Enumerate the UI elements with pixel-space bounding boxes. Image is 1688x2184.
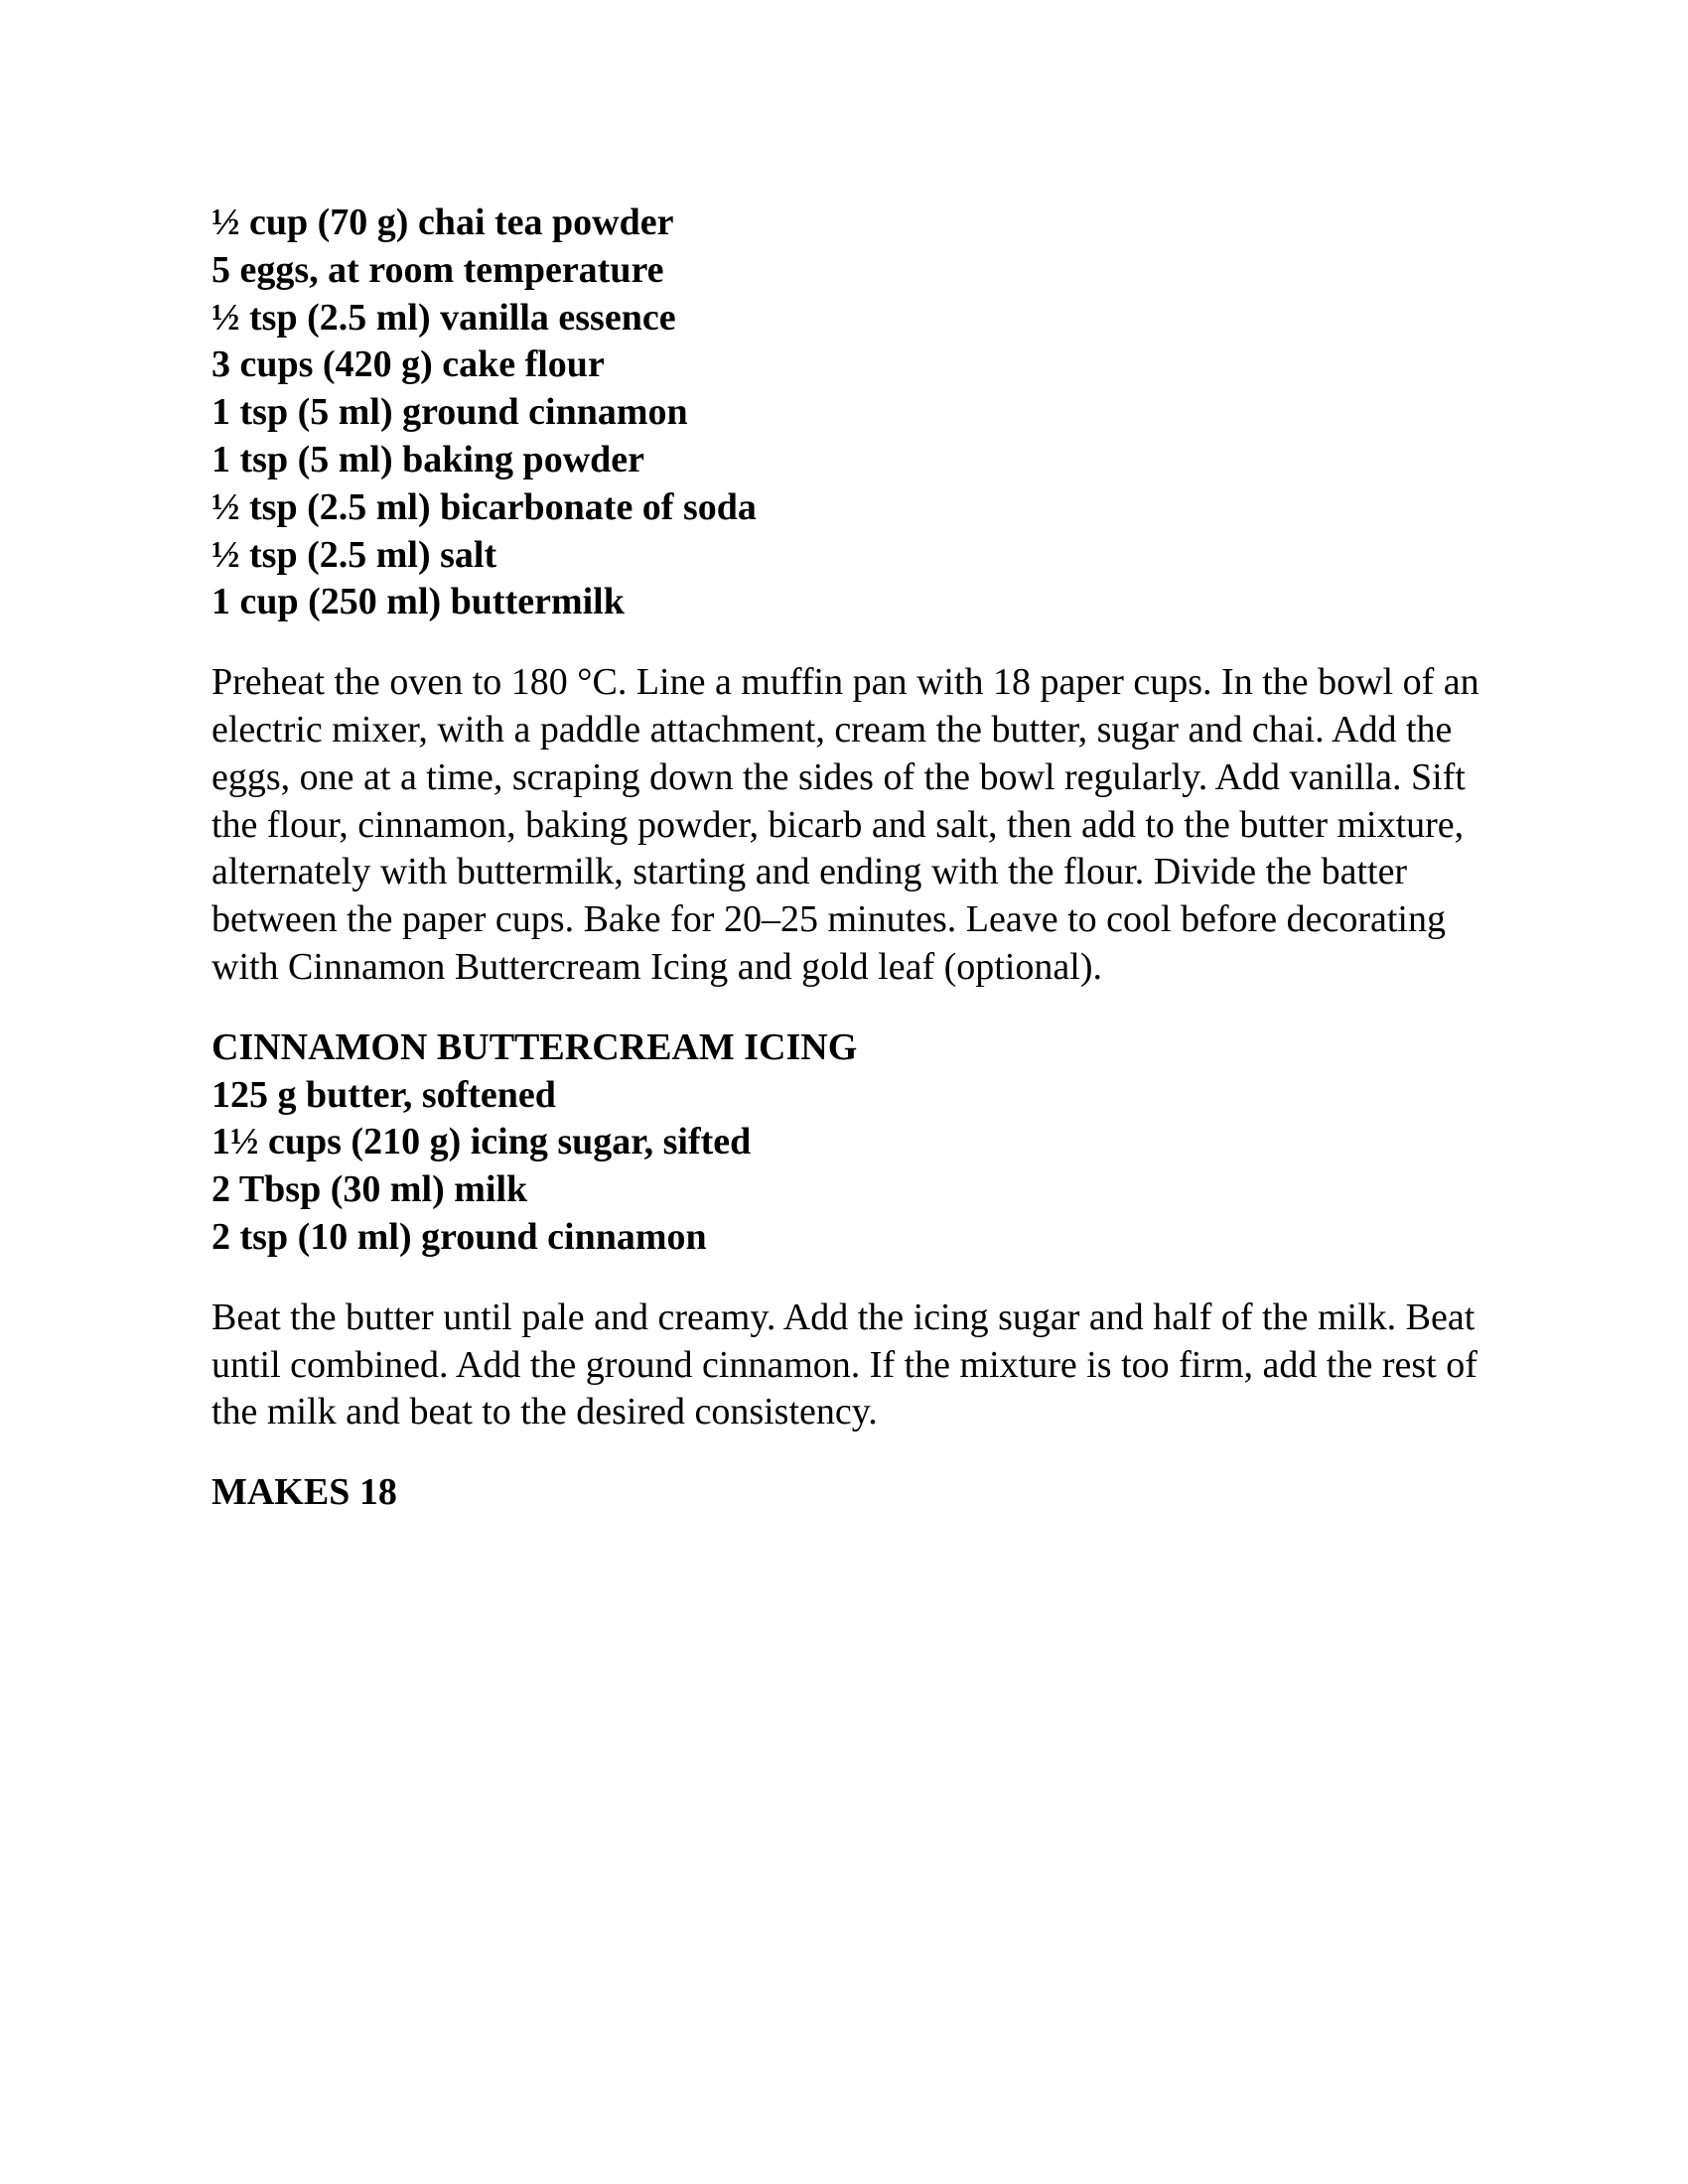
ingredient-item: 1 tsp (5 ml) ground cinnamon [211,391,688,434]
icing-method-paragraph: Beat the butter until pale and creamy. Add the icing sugar and half of the milk. Beat until combined. Add the ground cinnamon. If the mixture is too firm, add the rest of the milk and beat to the desired consistency. [211,1296,1477,1433]
ingredient-item: 2 tsp (10 ml) ground cinnamon [211,1215,707,1258]
icing-section-title: CINNAMON BUTTERCREAM ICING [211,1025,858,1068]
ingredient-item: 3 cups (420 g) cake flour [211,343,605,386]
ingredient-item: 2 Tbsp (30 ml) milk [211,1168,528,1211]
ingredient-item: ½ tsp (2.5 ml) vanilla essence [211,296,676,339]
ingredient-item: 1 tsp (5 ml) baking powder [211,438,644,480]
ingredient-item: 1½ cups (210 g) icing sugar, sifted [211,1121,752,1163]
ingredient-item: 5 eggs, at room temperature [211,248,664,291]
ingredient-item: 1 cup (250 ml) buttermilk [211,581,625,623]
icing-ingredient-list [211,1072,1492,1262]
ingredient-item: ½ cup (70 g) chai tea powder [211,202,674,243]
ingredient-item: ½ tsp (2.5 ml) bicarbonate of soda [211,485,757,528]
ingredient-item: ½ tsp (2.5 ml) salt [211,533,497,576]
cake-ingredient-list [211,200,1492,626]
cake-method-paragraph: Preheat the oven to 180 °C. Line a muffin pan with 18 paper cups. In the bowl of an electric mixer, with a paddle attachment, cream the butter, sugar and chai. Add the eggs, one at a time, scraping down the sides of the bowl regularly. Add vanilla. Sift the flour, cinnamon, baking powder, bicarb and salt, then add to the butter mixture, alternately with buttermilk, starting and ending with the flour. Divide the batter between the paper cups. Bake for 20–25 minutes. Leave to cool before decorating with Cinnamon Buttercream Icing and gold leaf (optional). [211,661,1479,988]
ingredient-item: 125 g butter, softened [211,1073,556,1116]
recipe-yield: MAKES 18 [211,1471,397,1514]
recipe-page [211,200,1492,1517]
